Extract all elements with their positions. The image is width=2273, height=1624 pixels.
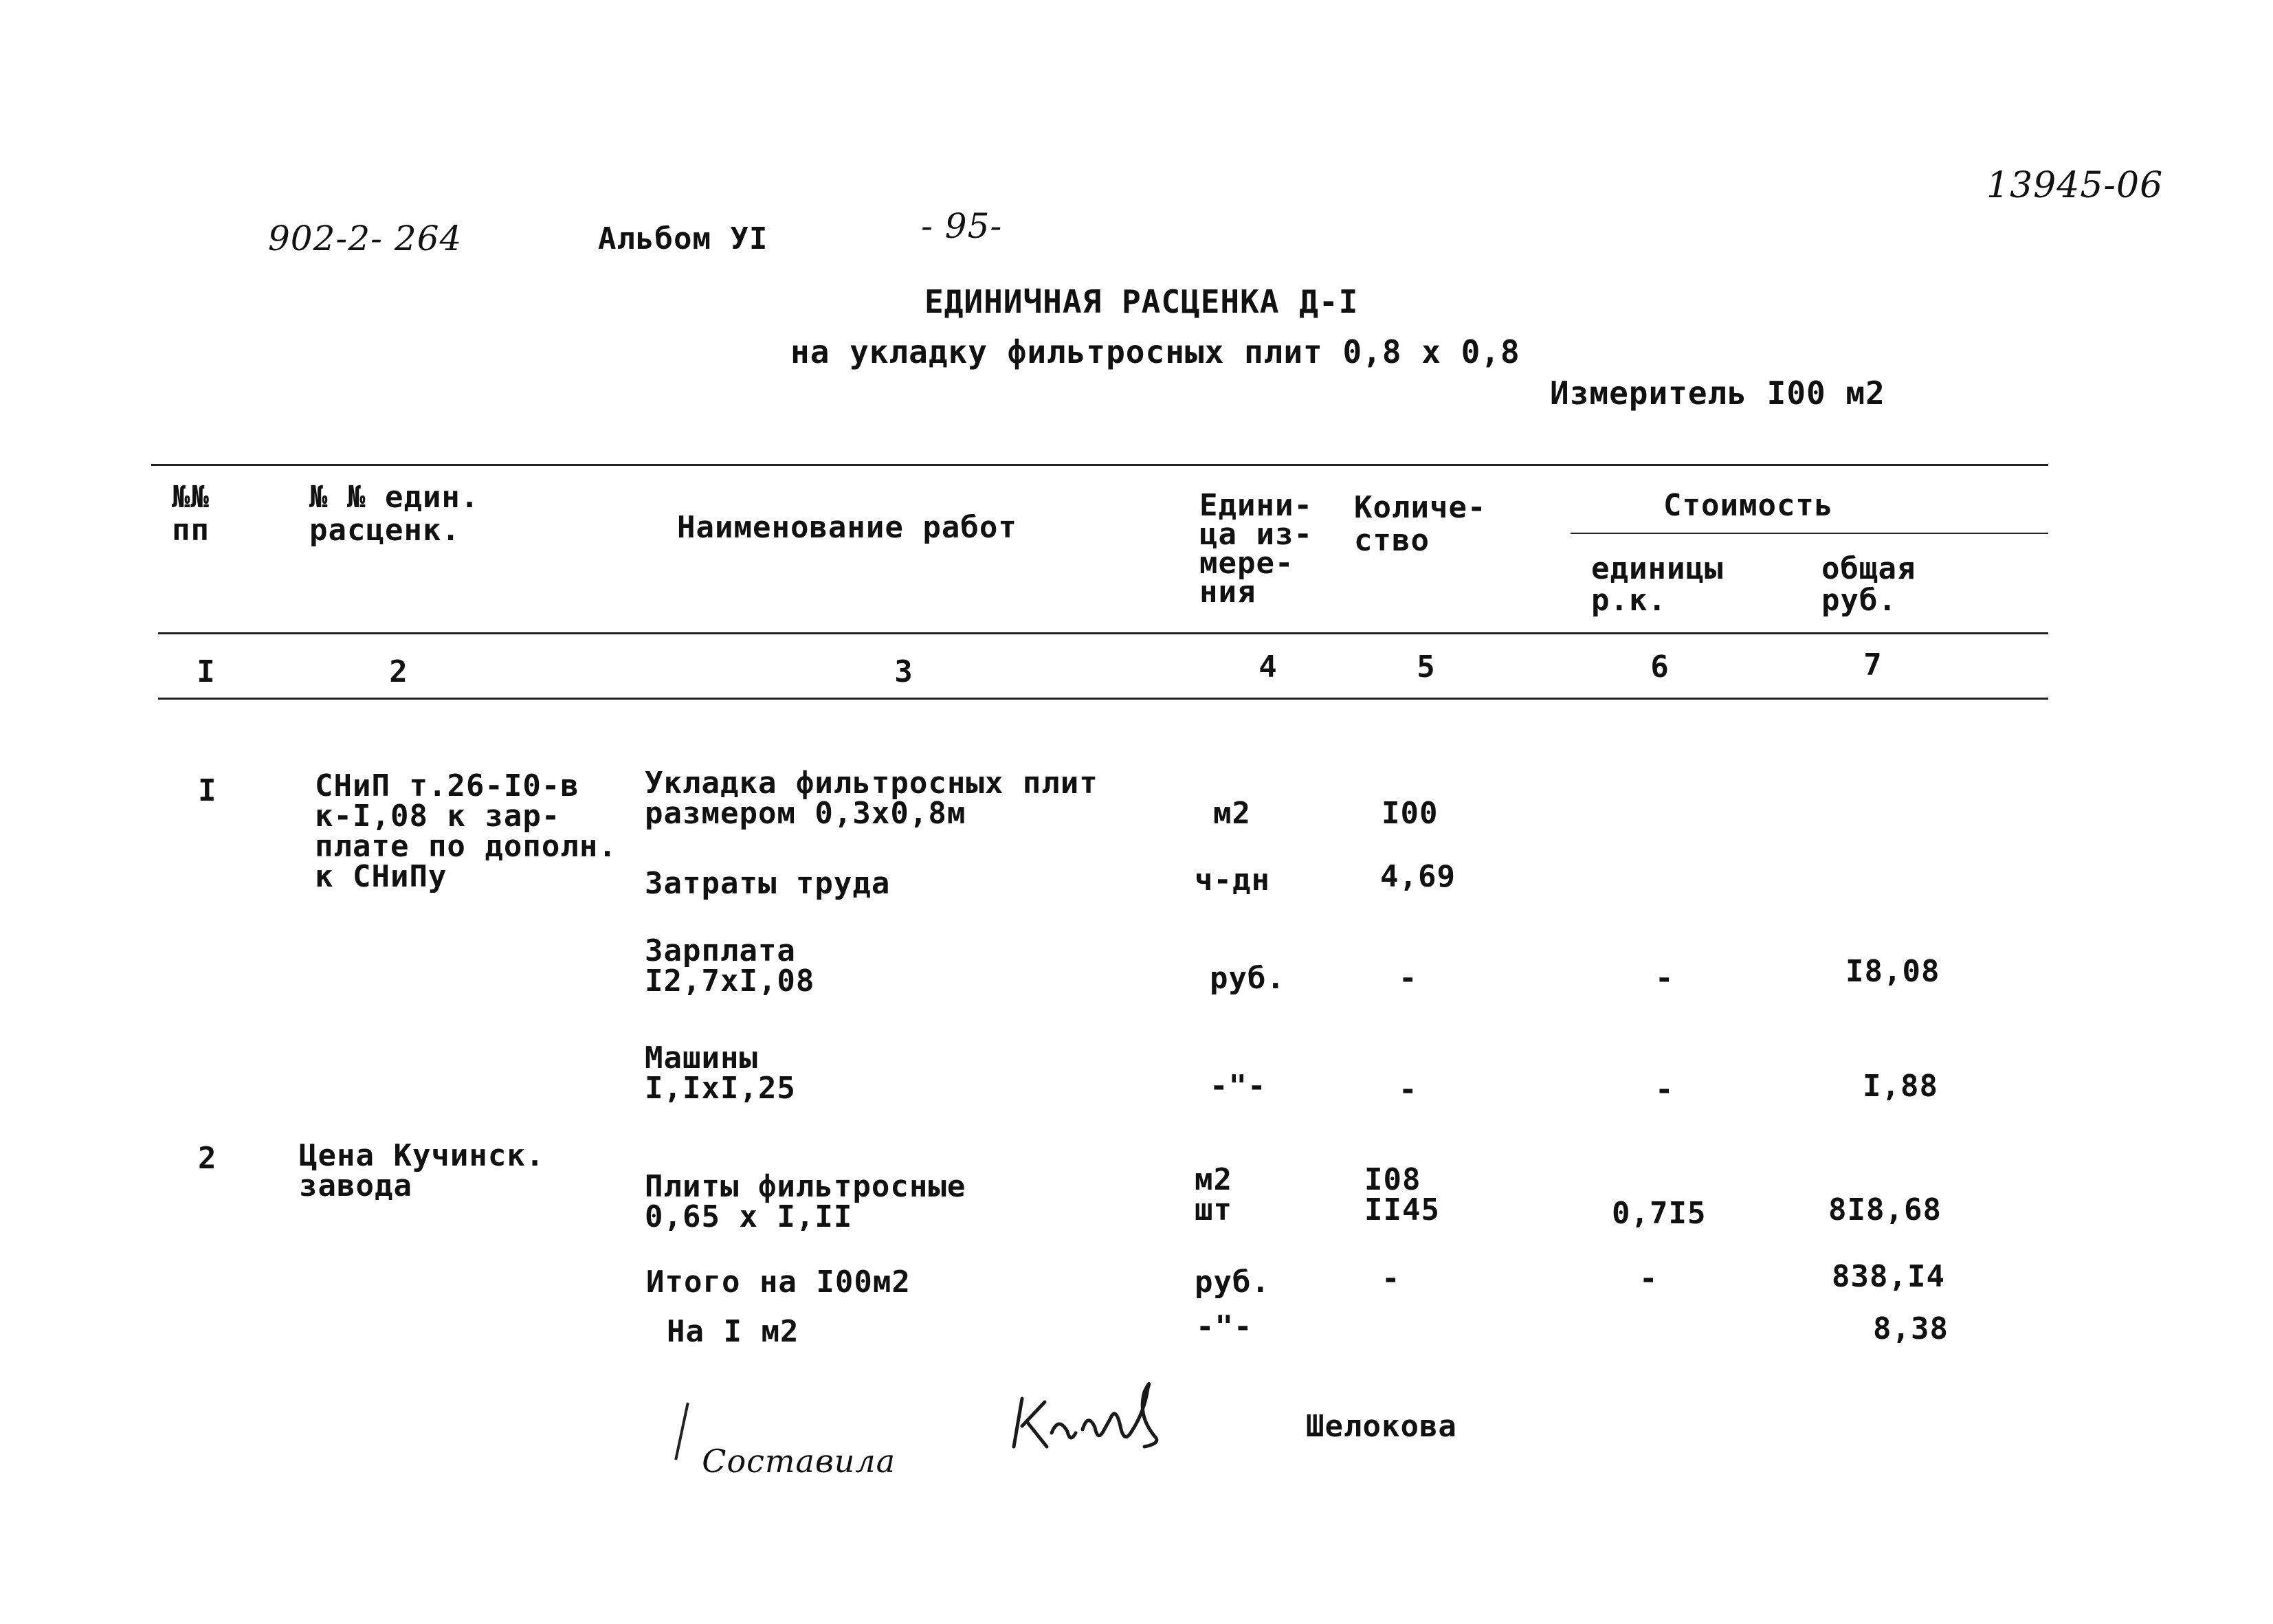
row4-unit: -"- [1210, 1069, 1267, 1104]
row3-unit: руб. [1210, 961, 1285, 996]
col-number-6: 6 [1650, 649, 1670, 685]
row4-total: I,88 [1863, 1069, 1938, 1104]
document-subtitle: на укладку фильтросных плит 0,8 x 0,8 [790, 333, 1520, 370]
document-code: 902-2- 264 [268, 219, 463, 258]
header-rate-reference: № № един. расценк. [309, 480, 480, 548]
row3-unit-cost: - [1655, 961, 1674, 996]
row5-unit-cost: 0,7I5 [1612, 1196, 1707, 1231]
row1-quantity: I00 [1382, 796, 1439, 831]
col-number-4: 4 [1259, 649, 1278, 685]
row3-quantity: - [1399, 961, 1418, 996]
header-total-cost: общая руб. [1821, 551, 1916, 618]
cost-group-rule [1571, 533, 2048, 534]
header-cost-group: Стоимость [1663, 488, 1834, 523]
header-row-number: №№ пп [172, 480, 210, 548]
signature [1007, 1378, 1227, 1460]
measure-unit: Измеритель I00 м2 [1550, 375, 1885, 412]
header-work-name: Наименование работ [677, 510, 1017, 545]
col-number-2: 2 [389, 654, 408, 689]
row6-unit-cost: - [1639, 1261, 1659, 1296]
header-bottom-rule [158, 632, 2048, 634]
row7-unit: -"- [1196, 1309, 1253, 1344]
table-top-rule [151, 464, 2048, 466]
row7-total: 8,38 [1873, 1311, 1949, 1346]
row3-total: I8,08 [1845, 954, 1940, 989]
col-number-1: I [197, 654, 216, 689]
header-quantity: Количе- ство [1354, 490, 1487, 558]
compiled-by-text: Составила [702, 1443, 896, 1480]
row7-work-name: На I м2 [667, 1314, 799, 1349]
row5-quantity: I08 II45 [1364, 1162, 1440, 1227]
row5-unit: м2 шт [1195, 1162, 1232, 1227]
row1-work-name: Укладка фильтросных плит размером 0,3х0,8м [645, 766, 1098, 831]
row6-total: 838,I4 [1832, 1259, 1945, 1294]
archive-number: 13945-06 [1986, 165, 2164, 206]
page-number: - 95- [921, 206, 1003, 246]
row5-total: 8I8,68 [1828, 1192, 1942, 1227]
row5-number: 2 [198, 1141, 217, 1176]
album-label: Альбом УI [598, 221, 768, 256]
col-numbers-bottom-rule [158, 698, 2048, 700]
row2-work-name: Затраты труда [645, 866, 891, 901]
col-number-7: 7 [1863, 647, 1883, 682]
row1-number: I [198, 773, 217, 808]
row2-quantity: 4,69 [1380, 859, 1456, 894]
col-number-5: 5 [1417, 649, 1436, 685]
row2-unit: ч-дн [1195, 863, 1270, 898]
col-number-3: 3 [894, 654, 913, 689]
row6-work-name: Итого на I00м2 [646, 1265, 911, 1300]
row1-unit: м2 [1213, 796, 1251, 831]
row3-work-name: Зарплата I2,7хI,08 [645, 933, 815, 999]
row4-quantity: - [1399, 1072, 1418, 1107]
document-title: ЕДИНИЧНАЯ РАСЦЕНКА Д-I [924, 283, 1359, 320]
row6-quantity: - [1382, 1261, 1401, 1296]
compiled-by-label [680, 1405, 896, 1480]
row5-rate-reference: Цена Кучинск. завода [299, 1138, 545, 1203]
row6-unit: руб. [1195, 1265, 1270, 1300]
row4-work-name: Машины I,IхI,25 [645, 1041, 796, 1106]
header-unit: Едини- ца из- мере- ния [1199, 488, 1313, 610]
row5-work-name: Плиты фильтросные 0,65 х I,II [645, 1169, 966, 1234]
row4-unit-cost: - [1655, 1072, 1674, 1107]
compiler-name: Шелокова [1306, 1409, 1457, 1444]
header-unit-cost: единицы р.к. [1591, 551, 1724, 618]
row1-rate-reference: СНиП т.26-I0-в к-I,08 к зар- плате по дополн. к СНиПу [315, 768, 617, 894]
